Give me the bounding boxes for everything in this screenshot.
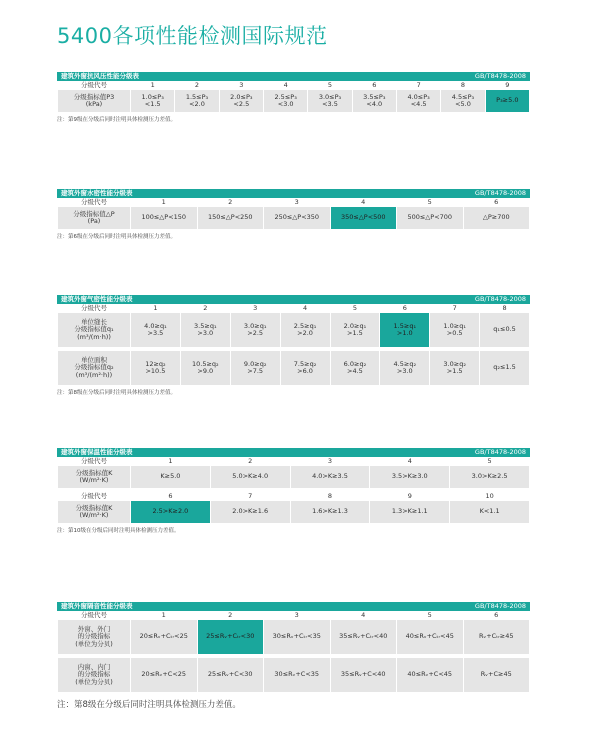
cell-line: 35≤Rᵥ+C<40 bbox=[340, 670, 386, 679]
cell-line: >10.5 bbox=[145, 367, 166, 375]
section-title-bar bbox=[57, 189, 530, 198]
value-cell bbox=[281, 313, 330, 347]
cell-line: 3.0≥q₁ bbox=[243, 321, 267, 330]
value-cell bbox=[380, 351, 429, 385]
value-cell bbox=[264, 658, 330, 692]
cell-line: 2.0≥q₁ bbox=[343, 321, 367, 330]
section-note: 注：第10级在分级后同时注明具体检测压力差值。 bbox=[57, 528, 180, 534]
grade-header-label: 分级代号 bbox=[58, 611, 130, 620]
grade-number: 5 bbox=[308, 81, 351, 90]
grade-number: 4 bbox=[331, 198, 397, 207]
cell-line: >3.5 bbox=[147, 329, 164, 337]
grade-header-label: 分级代号 bbox=[58, 198, 130, 207]
cell-line: 10.5≥q₂ bbox=[191, 359, 219, 368]
value-cell bbox=[397, 90, 440, 112]
value-cell bbox=[131, 351, 180, 385]
row-label bbox=[58, 351, 130, 385]
value-cell bbox=[397, 620, 463, 654]
value-cell bbox=[131, 620, 197, 654]
value-cell-highlighted bbox=[331, 207, 397, 229]
value-cell-highlighted bbox=[486, 90, 529, 112]
grade-number: 6 bbox=[131, 492, 210, 501]
value-cell bbox=[131, 466, 210, 488]
cell-line: >2.5 bbox=[247, 329, 264, 337]
value-cell bbox=[211, 501, 290, 523]
value-row-q1 bbox=[58, 313, 529, 347]
cell-line: 20≤Rᵥ+Cₜᵣ<25 bbox=[139, 632, 188, 641]
cell-line: 30≤Rᵥ+C<35 bbox=[274, 670, 320, 679]
value-cell bbox=[211, 466, 290, 488]
cell-line: 1.3>K≥1.1 bbox=[391, 507, 428, 516]
section-standard: GB/T8478-2008 bbox=[474, 72, 526, 80]
cell-line: 分级指标值K bbox=[75, 468, 113, 477]
value-cell bbox=[450, 466, 529, 488]
value-cell bbox=[331, 658, 397, 692]
cell-line: >1.5 bbox=[347, 329, 363, 337]
value-row-q2 bbox=[58, 351, 529, 385]
value-cell bbox=[281, 351, 330, 385]
section-standard: GB/T8478-2008 bbox=[474, 448, 526, 456]
cell-line: 4.5≤P₃ bbox=[451, 92, 475, 101]
cell-line: 3.5≤P₃ bbox=[363, 92, 386, 101]
sound-insulation-section bbox=[57, 602, 530, 710]
grade-number: 3 bbox=[220, 81, 263, 90]
value-cell bbox=[331, 313, 380, 347]
grade-number: 2 bbox=[211, 457, 290, 466]
sound-insulation-table bbox=[57, 611, 530, 692]
cell-line: 3.0≤P₃ bbox=[318, 92, 342, 101]
cell-line: 3.5>K≥3.0 bbox=[391, 472, 428, 481]
grade-number: 6 bbox=[464, 611, 530, 620]
cell-line: >6.0 bbox=[297, 367, 313, 375]
cell-line: 7.5≥q₂ bbox=[293, 359, 317, 368]
value-cell bbox=[264, 620, 330, 654]
cell-line: 单位缝长 bbox=[81, 317, 107, 326]
grade-number: 7 bbox=[211, 492, 290, 501]
value-cell bbox=[397, 658, 463, 692]
grade-header-label: 分级代号 bbox=[58, 492, 130, 501]
cell-line: (W/m²·K) bbox=[79, 511, 109, 519]
grade-number: 1 bbox=[131, 198, 197, 207]
grade-number: 6 bbox=[353, 81, 396, 90]
grade-number: 2 bbox=[198, 198, 264, 207]
cell-line: (W/m²·K) bbox=[79, 476, 109, 484]
grade-number: 4 bbox=[331, 611, 397, 620]
value-cell bbox=[397, 207, 463, 229]
grade-number: 8 bbox=[291, 492, 370, 501]
value-cell bbox=[231, 351, 280, 385]
grade-number: 5 bbox=[397, 611, 463, 620]
grade-number: 1 bbox=[131, 81, 174, 90]
cell-line: 500≤△P<700 bbox=[407, 213, 453, 222]
cell-line: 6.0≥q₂ bbox=[343, 359, 367, 368]
grade-number: 3 bbox=[264, 611, 330, 620]
grade-number: 8 bbox=[480, 304, 529, 313]
cell-line: 2.5≥q₁ bbox=[293, 321, 317, 330]
cell-line: 150≤△P<250 bbox=[207, 213, 253, 222]
cell-line: q₂≤1.5 bbox=[493, 363, 516, 372]
cell-line: <1.5 bbox=[144, 100, 161, 108]
section-standard: GB/T8478-2008 bbox=[474, 602, 526, 610]
cell-line: 外窗、外门 bbox=[77, 624, 111, 633]
grade-number: 5 bbox=[331, 304, 380, 313]
value-cell bbox=[264, 90, 307, 112]
grade-number: 5 bbox=[397, 198, 463, 207]
grade-number: 1 bbox=[131, 611, 197, 620]
value-cell bbox=[464, 620, 530, 654]
grade-header-row bbox=[58, 457, 529, 466]
grade-number: 7 bbox=[430, 304, 479, 313]
cell-line: 分级指标值q₁ bbox=[74, 325, 114, 334]
grade-number: 1 bbox=[131, 304, 180, 313]
cell-line: <4.0 bbox=[366, 100, 383, 108]
grade-number: 7 bbox=[397, 81, 440, 90]
grade-header-row bbox=[58, 304, 529, 313]
value-cell bbox=[131, 207, 197, 229]
grade-number: 9 bbox=[370, 492, 449, 501]
section-standard: GB/T8478-2008 bbox=[474, 295, 526, 303]
section-note: 注：第6级在分级后同时注明具体检测压力差值。 bbox=[57, 234, 177, 240]
water-tightness-section bbox=[57, 189, 530, 240]
section-title: 建筑外窗隔音性能分级表 bbox=[61, 602, 133, 610]
cell-line: 2.0≤P₃ bbox=[230, 92, 253, 101]
value-cell bbox=[430, 351, 479, 385]
cell-line: 分级指标值P3 bbox=[73, 92, 115, 101]
cell-line: 9.0≥q₂ bbox=[243, 359, 267, 368]
grade-number: 4 bbox=[264, 81, 307, 90]
cell-line: >3.0 bbox=[197, 329, 214, 337]
value-cell bbox=[370, 501, 449, 523]
value-row-inner bbox=[58, 658, 529, 692]
cell-line: <5.0 bbox=[455, 100, 471, 108]
cell-line: 100≤△P<150 bbox=[141, 213, 187, 222]
cell-line: <4.5 bbox=[410, 100, 427, 108]
value-cell bbox=[353, 90, 396, 112]
cell-line: 的分级指标 bbox=[77, 670, 111, 679]
grade-number: 9 bbox=[486, 81, 529, 90]
value-cell bbox=[450, 501, 529, 523]
row-label bbox=[58, 466, 130, 488]
grade-header-row bbox=[58, 81, 529, 90]
grade-header-row bbox=[58, 492, 529, 501]
cell-line: 分级指标值△P bbox=[73, 209, 115, 218]
cell-line: 1.5≤P₃ bbox=[185, 92, 209, 101]
value-cell bbox=[264, 207, 330, 229]
grade-header-row bbox=[58, 611, 529, 620]
cell-line: 40≤Rᵥ+Cₜᵣ<45 bbox=[405, 632, 454, 641]
cell-line: <3.5 bbox=[322, 100, 338, 108]
water-tightness-table bbox=[57, 198, 530, 229]
cell-line: 4.0≥q₁ bbox=[144, 321, 167, 330]
cell-line: <2.5 bbox=[233, 100, 250, 108]
cell-line: 2.0>K≥1.6 bbox=[232, 507, 269, 516]
grade-number: 10 bbox=[450, 492, 529, 501]
cell-line: Rᵥ+C≥45 bbox=[480, 670, 512, 679]
grade-number: 8 bbox=[441, 81, 484, 90]
cell-line: Rᵥ+Cₜᵣ≥45 bbox=[478, 632, 514, 641]
row-label bbox=[58, 90, 130, 112]
cell-line: 3.0≥q₂ bbox=[443, 359, 466, 368]
value-cell bbox=[291, 466, 370, 488]
grade-header-label: 分级代号 bbox=[58, 304, 130, 313]
value-cell bbox=[331, 351, 380, 385]
section-note: 注：第8级在分级后同时注明具体检测压力差值。 bbox=[57, 390, 177, 396]
page-title: 5400各项性能检测国际规范 bbox=[57, 24, 328, 48]
section-standard: GB/T8478-2008 bbox=[474, 189, 526, 197]
value-cell bbox=[291, 501, 370, 523]
value-cell bbox=[480, 313, 529, 347]
value-row bbox=[58, 501, 529, 523]
value-cell bbox=[464, 658, 530, 692]
cell-line: >0.5 bbox=[446, 329, 463, 337]
heat-insulation-section bbox=[57, 448, 530, 534]
section-title-bar bbox=[57, 72, 530, 81]
cell-line: >3.0 bbox=[396, 367, 413, 375]
cell-line: (kPa) bbox=[85, 100, 103, 108]
value-cell bbox=[480, 351, 529, 385]
section-title-bar bbox=[57, 295, 530, 304]
cell-line: 1.0≤P₃ bbox=[141, 92, 164, 101]
grade-number: 2 bbox=[181, 304, 230, 313]
cell-line: 4.0≤P₃ bbox=[407, 92, 430, 101]
section-title: 建筑外窗气密性能分级表 bbox=[61, 295, 133, 303]
value-cell bbox=[198, 658, 264, 692]
value-cell bbox=[131, 658, 197, 692]
grade-number: 1 bbox=[131, 457, 210, 466]
cell-line: >1.0 bbox=[396, 329, 413, 337]
cell-line: 25≤Rᵥ+Cₜᵣ<30 bbox=[206, 632, 255, 641]
grade-number: 6 bbox=[380, 304, 429, 313]
row-label bbox=[58, 313, 130, 347]
cell-line: <2.0 bbox=[189, 100, 205, 108]
grade-number: 5 bbox=[450, 457, 529, 466]
air-tightness-table bbox=[57, 304, 530, 385]
cell-line: >7.5 bbox=[247, 367, 264, 375]
cell-line: 分级指标值q₂ bbox=[74, 363, 114, 372]
grade-header-label: 分级代号 bbox=[58, 457, 130, 466]
cell-line: 35≤Rᵥ+Cₜᵣ<40 bbox=[339, 632, 388, 641]
grade-header-label: 分级代号 bbox=[58, 81, 130, 90]
cell-line: 20≤Rᵥ+C<25 bbox=[141, 670, 187, 679]
cell-line: 250≤△P<350 bbox=[274, 213, 320, 222]
grade-number: 2 bbox=[175, 81, 218, 90]
cell-line: (单位为分贝) bbox=[75, 677, 113, 686]
grade-number: 2 bbox=[198, 611, 264, 620]
section-title: 建筑外窗抗风压性能分级表 bbox=[61, 72, 139, 80]
section-note: 注：第9级在分级后同时注明具体检测压力差值。 bbox=[57, 117, 177, 123]
row-label bbox=[58, 658, 130, 692]
wind-pressure-table bbox=[57, 81, 530, 112]
value-cell bbox=[464, 207, 530, 229]
cell-line: (m³/(m²·h)) bbox=[75, 370, 113, 379]
cell-line: 1.5≥q₁ bbox=[393, 321, 417, 330]
value-cell-highlighted bbox=[131, 501, 210, 523]
section-title: 建筑外窗保温性能分级表 bbox=[61, 448, 133, 456]
cell-line: K≥5.0 bbox=[160, 472, 181, 481]
value-cell bbox=[181, 313, 230, 347]
section-title-bar bbox=[57, 602, 530, 611]
value-cell bbox=[331, 620, 397, 654]
cell-line: >9.0 bbox=[197, 367, 214, 375]
value-cell bbox=[131, 313, 180, 347]
cell-line: P₃≥5.0 bbox=[496, 96, 519, 105]
grade-header-row bbox=[58, 198, 529, 207]
heat-insulation-table bbox=[57, 457, 530, 523]
cell-line: △P≥700 bbox=[482, 213, 510, 222]
value-row bbox=[58, 90, 529, 112]
row-label bbox=[58, 501, 130, 523]
row-label bbox=[58, 207, 130, 229]
value-cell bbox=[220, 90, 263, 112]
section-title-bar bbox=[57, 448, 530, 457]
section-note: 注：第8级在分级后同时注明具体检测压力差值。 bbox=[57, 700, 241, 710]
grade-number: 4 bbox=[370, 457, 449, 466]
cell-line: <3.0 bbox=[277, 100, 294, 108]
value-cell bbox=[370, 466, 449, 488]
cell-line: 350≤△P<500 bbox=[340, 213, 386, 222]
value-cell bbox=[198, 207, 264, 229]
cell-line: 12≥q₂ bbox=[145, 359, 166, 368]
cell-line: K<1.1 bbox=[479, 507, 500, 516]
cell-line: 2.5>K≥2.0 bbox=[152, 507, 189, 516]
cell-line: 分级指标值K bbox=[75, 503, 113, 512]
cell-line: 25≤Rᵥ+C<30 bbox=[207, 670, 253, 679]
cell-line: 的分级指标 bbox=[77, 632, 111, 641]
value-row-outer bbox=[58, 620, 529, 654]
grade-number: 3 bbox=[291, 457, 370, 466]
cell-line: (m³/(m·h)) bbox=[77, 332, 111, 341]
cell-line: 5.0>K≥4.0 bbox=[232, 472, 269, 481]
cell-line: 2.5≤P₃ bbox=[274, 92, 297, 101]
air-tightness-section bbox=[57, 295, 530, 396]
value-cell-highlighted bbox=[198, 620, 264, 654]
cell-line: >1.5 bbox=[446, 367, 463, 375]
grade-number: 4 bbox=[281, 304, 330, 313]
value-cell bbox=[231, 313, 280, 347]
section-title: 建筑外窗水密性能分级表 bbox=[61, 189, 133, 197]
cell-line: 3.0>K≥2.5 bbox=[471, 472, 508, 481]
cell-line: 3.5≥q₁ bbox=[194, 321, 217, 330]
cell-line: 4.0>K≥3.5 bbox=[312, 472, 348, 481]
value-row bbox=[58, 466, 529, 488]
cell-line: (Pa) bbox=[87, 217, 101, 225]
cell-line: 内窗、内门 bbox=[77, 662, 111, 671]
cell-line: >2.0 bbox=[297, 329, 313, 337]
cell-line: 1.0≥q₁ bbox=[443, 321, 466, 330]
cell-line: q₁≤0.5 bbox=[493, 325, 516, 334]
cell-line: 40≤Rᵥ+C<45 bbox=[407, 670, 453, 679]
value-cell bbox=[430, 313, 479, 347]
cell-line: >4.5 bbox=[347, 367, 363, 375]
cell-line: 单位面积 bbox=[81, 355, 107, 364]
value-cell-highlighted bbox=[380, 313, 429, 347]
grade-number: 3 bbox=[264, 198, 330, 207]
grade-number: 6 bbox=[464, 198, 530, 207]
value-cell bbox=[441, 90, 484, 112]
cell-line: 4.5≥q₂ bbox=[393, 359, 417, 368]
value-cell bbox=[131, 90, 174, 112]
cell-line: 1.6>K≥1.3 bbox=[312, 507, 348, 516]
value-cell bbox=[308, 90, 351, 112]
cell-line: 30≤Rᵥ+Cₜᵣ<35 bbox=[272, 632, 321, 641]
grade-number: 3 bbox=[231, 304, 280, 313]
value-cell bbox=[181, 351, 230, 385]
cell-line: (单位为分贝) bbox=[75, 639, 113, 648]
value-cell bbox=[175, 90, 218, 112]
value-row bbox=[58, 207, 529, 229]
row-label bbox=[58, 620, 130, 654]
wind-pressure-section bbox=[57, 72, 530, 123]
